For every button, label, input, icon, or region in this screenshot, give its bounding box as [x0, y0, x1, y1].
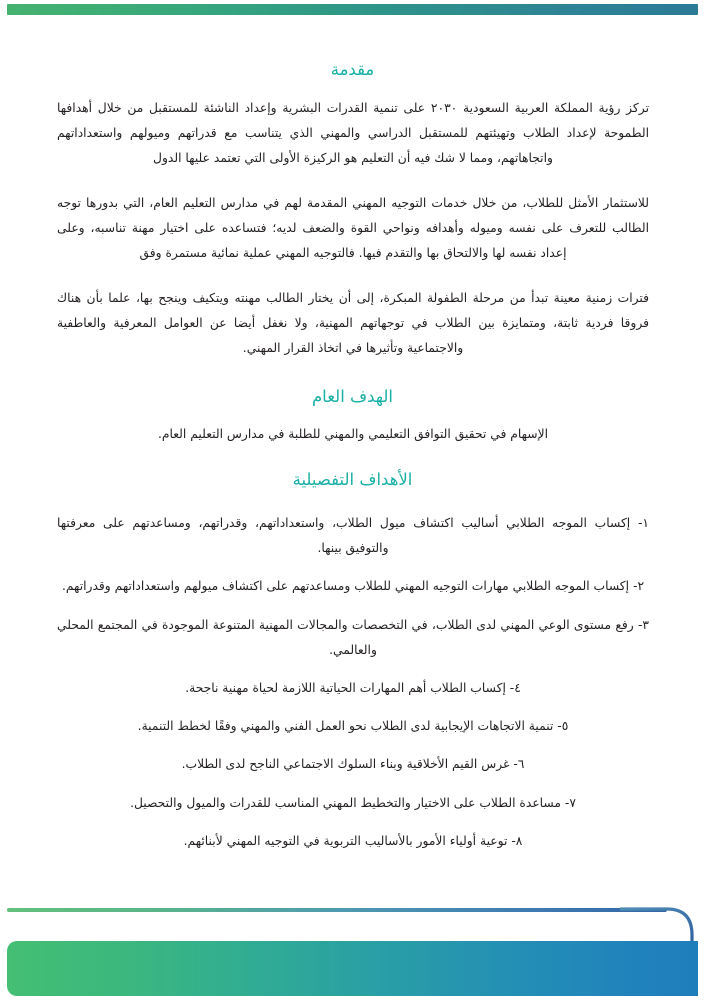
list-item: ٨- توعية أولياء الأمور بالأساليب التربوية في التوجيه المهني لأبنائهم.: [183, 833, 523, 848]
list-item: ٦- غرس القيم الأخلاقية وبناء السلوك الاجتماعي الناجح لدى الطلاب.: [181, 757, 525, 772]
intro-paragraph-1-wrapper: [57, 96, 649, 172]
general-goal-body-wrapper: [57, 422, 649, 447]
detailed-objectives-section: [0, 468, 705, 491]
list-item: ٢- إكساب الموجه الطلابي مهارات التوجيه المهني للطلاب ومساعدتهم على اكتشاف ميولهم واستعداداتهم وقدراتهم.: [61, 579, 645, 594]
page-title-intro: مقدمة: [330, 60, 375, 79]
bottom-gradient-bar: [7, 941, 698, 996]
heading-general-goal: الهدف العام: [311, 387, 394, 406]
list-item: ٧- مساعدة الطلاب على الاختيار والتخطيط المهني المناسب للقدرات والميول والتحصيل.: [130, 795, 576, 810]
general-goal-section: [0, 385, 705, 408]
heading-detailed-objectives: الأهداف التفصيلية: [292, 470, 413, 489]
intro-paragraph-1: تركز رؤية المملكة العربية السعودية ٢٠٣٠ على تنمية القدرات البشرية وإعداد الناشئة للمستقبل من خلال أهدافها الطموحة لإعداد الطلاب وتهيئتهم للمستقبل الدراسي والمهني الذي يتناسب مع قدراتهم وميولهم واستعداداتهم واتجاهاتهم، ومما لا شك فيه أن التعليم هو الركيزة الأولى التي تعتمد عليها الدول: [57, 101, 649, 166]
intro-section: [0, 58, 705, 81]
bottom-thin-accent-line: [7, 908, 667, 912]
detailed-objectives-list: [57, 511, 649, 854]
list-item: ١- إكساب الموجه الطلابي أساليب اكتشاف ميول الطلاب، واستعداداتهم، وقدراتهم، ومساعدتهم على معرفتها والتوفيق بينها.: [57, 516, 649, 556]
top-gradient-bar: [7, 4, 698, 15]
list-item: ٤- إكساب الطلاب أهم المهارات الحياتية اللازمة لحياة مهنية ناجحة.: [185, 681, 521, 696]
intro-paragraph-2-wrapper: [57, 191, 649, 267]
intro-paragraph-3: فترات زمنية معينة تبدأ من مرحلة الطفولة المبكرة، إلى أن يختار الطالب مهنته ويتكيف وينجح بها، علما بأن هناك فروقا فردية ثابتة، ومتمايزة بين الطلاب في توجهاتهم المهنية، ولا نغفل أيضا عن العوامل المعرفية والعاطفية والاجتماعية وتأثيرها في اتخاذ القرار المهني.: [57, 291, 649, 356]
general-goal-body: الإسهام في تحقيق التوافق التعليمي والمهني للطلبة في مدارس التعليم العام.: [157, 427, 549, 441]
intro-paragraph-3-wrapper: [57, 286, 649, 362]
list-item: ٣- رفع مستوى الوعي المهني لدى الطلاب، في التخصصات والمجالات المهنية المتنوعة الموجودة في المجتمع المحلي والعالمي.: [57, 617, 649, 657]
list-item: ٥- تنمية الاتجاهات الإيجابية لدى الطلاب نحو العمل الفني والمهني وفقًا لخطط التنمية.: [137, 719, 569, 734]
intro-paragraph-2: للاستثمار الأمثل للطلاب، من خلال خدمات التوجيه المهني المقدمة لهم في مدارس التعليم العام، التي بدورها توجه الطالب للتعرف على نفسه وميوله وأهدافه ونواحي القوة والضعف لديه؛ فتساعده على اختيار مهنة تناسبه، وعلى إعداد نفسه لها والالتحاق بها والتقدم فيها. فالتوجيه المهني عملية نمائية مستمرة وفق: [57, 196, 649, 261]
